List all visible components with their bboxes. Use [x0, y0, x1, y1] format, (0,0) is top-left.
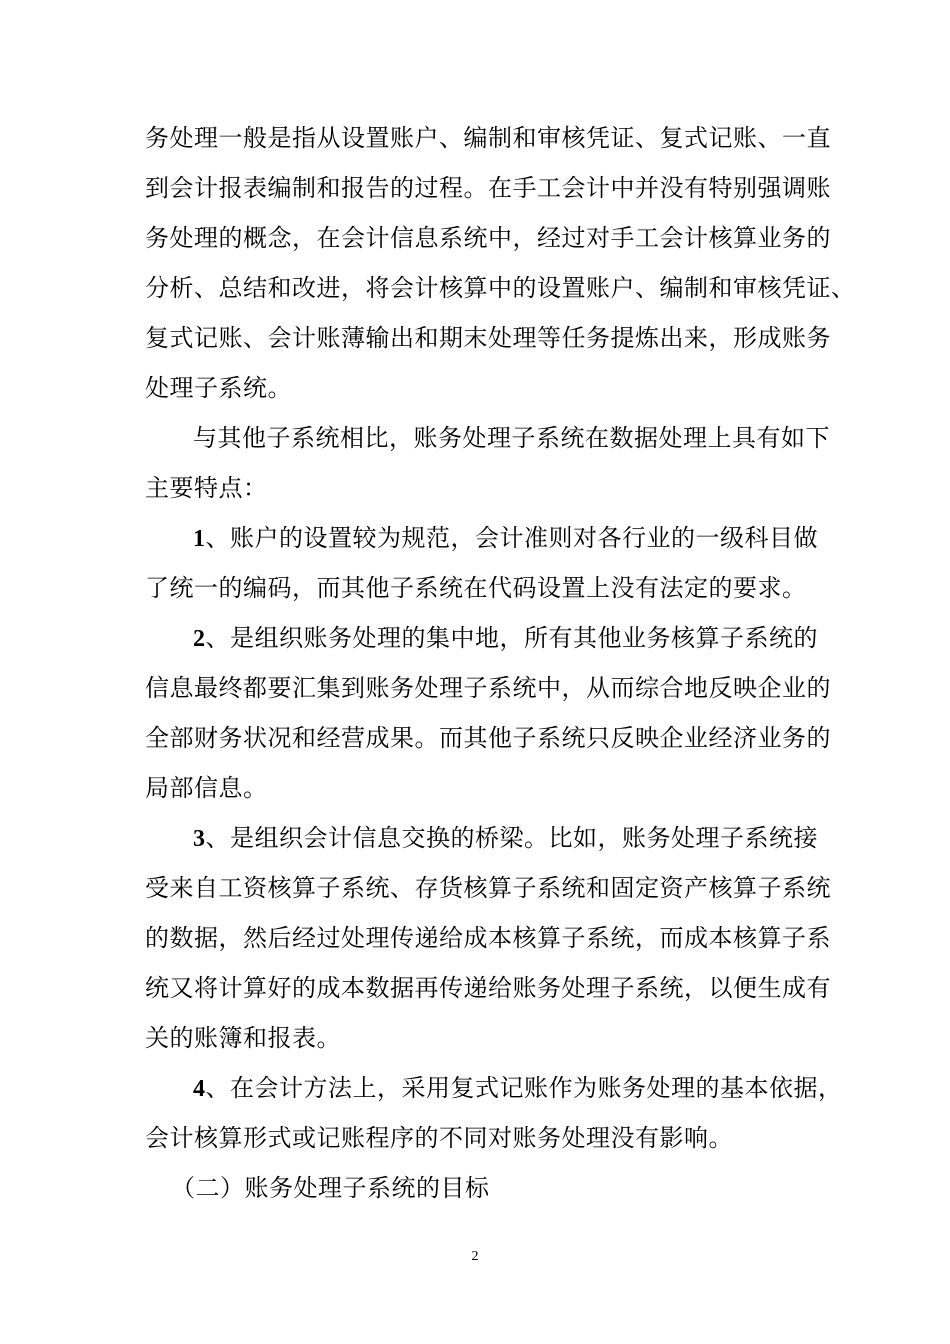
list-number: 3: [193, 826, 206, 852]
text-line: 复式记账、会计账薄输出和期末处理等任务提炼出来，形成账务: [145, 324, 831, 352]
text-line: 信息最终都要汇集到账务处理子系统中，从而综合地反映企业的: [145, 674, 831, 702]
page-number: 2: [471, 1249, 479, 1264]
text-line: 全部财务状况和经营成果。而其他子系统只反映企业经济业务的: [145, 724, 831, 752]
list-item-2-first-line: [145, 613, 818, 663]
text-line: 关的账簿和报表。: [145, 1024, 341, 1052]
text-line: 务处理的概念，在会计信息系统中，经过对手工会计核算业务的: [145, 224, 831, 252]
text-line: 处理子系统。: [145, 374, 292, 402]
section-heading: （二）账务处理子系统的目标: [171, 1174, 490, 1202]
text-line: 分析、总结和改进，将会计核算中的设置账户、编制和审核凭证、: [145, 274, 856, 302]
list-item-3-first-line: [145, 813, 818, 863]
list-number: 1: [193, 526, 206, 552]
text-line: 主要特点：: [145, 474, 268, 502]
text-line: 务处理一般是指从设置账户、编制和审核凭证、复式记账、一直: [145, 124, 831, 152]
list-text: 、是组织账务处理的集中地，所有其他业务核算子系统的: [205, 624, 818, 652]
text-line: 受来自工资核算子系统、存货核算子系统和固定资产核算子系统: [145, 874, 831, 902]
document-body: [145, 113, 856, 1213]
text-line: 了统一的编码，而其他子系统在代码设置上没有法定的要求。: [145, 574, 807, 602]
text-line: 与其他子系统相比，账务处理子系统在数据处理上具有如下: [193, 424, 830, 452]
text-line: 会计核算形式或记账程序的不同对账务处理没有影响。: [145, 1124, 733, 1152]
text-line: 统又将计算好的成本数据再传递给账务处理子系统，以便生成有: [145, 974, 831, 1002]
text-line: 局部信息。: [145, 774, 268, 802]
text-line: 到会计报表编制和报告的过程。在手工会计中并没有特别强调账: [145, 174, 831, 202]
list-item-4-first-line: [145, 1063, 843, 1113]
list-item-1-first-line: [145, 513, 818, 563]
text-line: 的数据，然后经过处理传递给成本核算子系统，而成本核算子系: [145, 924, 831, 952]
list-text: 、是组织会计信息交换的桥梁。比如，账务处理子系统接: [205, 824, 818, 852]
list-number: 2: [193, 626, 206, 652]
list-text: 、账户的设置较为规范，会计准则对各行业的一级科目做: [205, 524, 818, 552]
list-text: 、在会计方法上，采用复式记账作为账务处理的基本依据，: [205, 1074, 843, 1102]
list-number: 4: [193, 1076, 206, 1102]
